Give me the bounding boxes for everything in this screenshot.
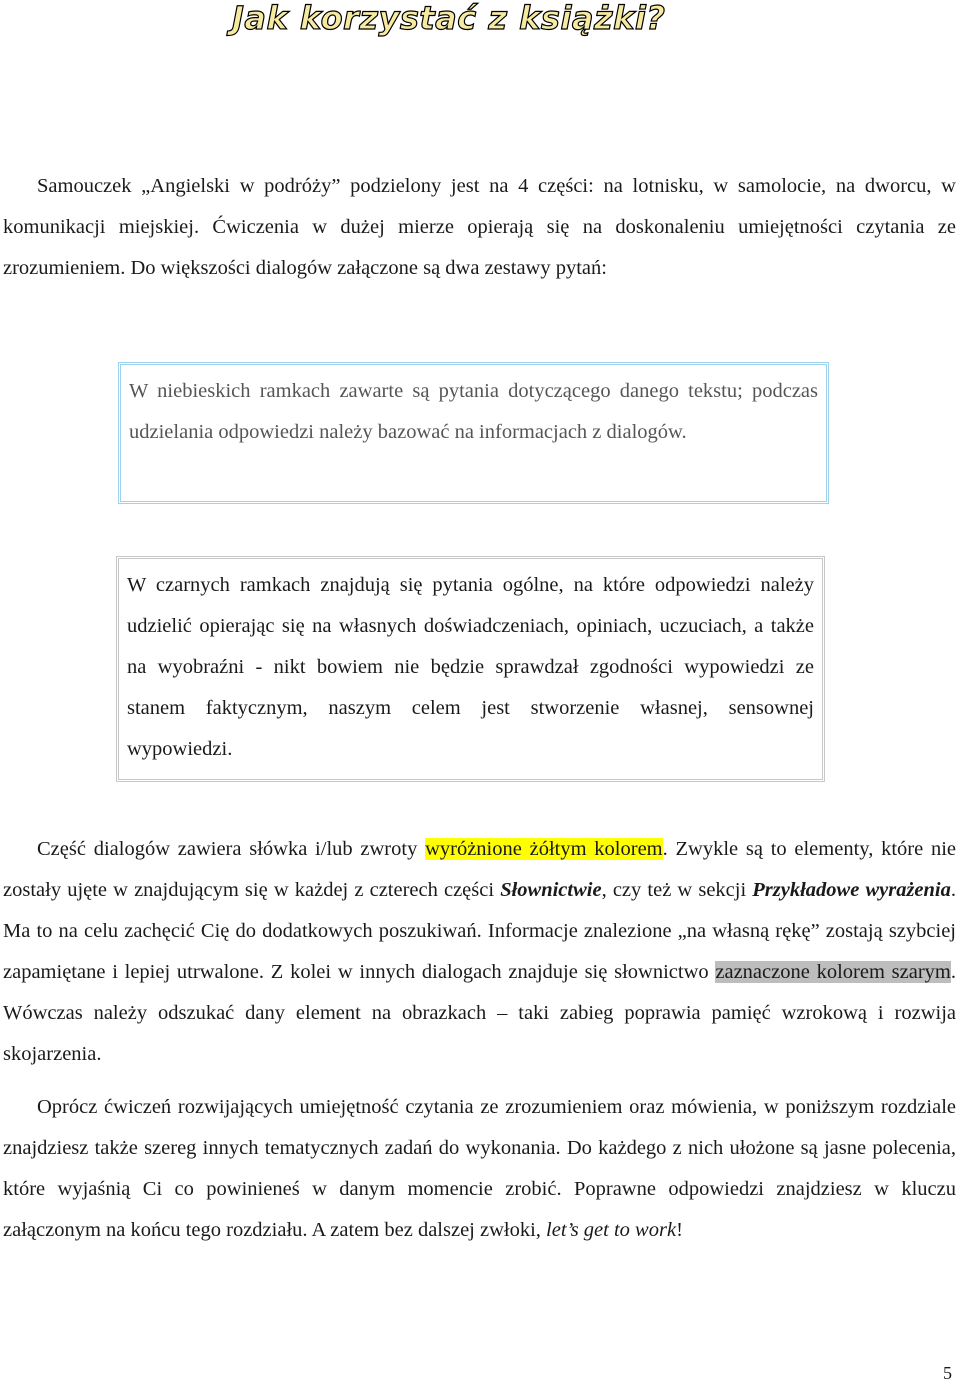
closing-paragraph: [3, 1087, 956, 1251]
black-box-text: W czarnych ramkach znajdują się pytania ogólne, na które odpowiedzi należy udzielić opierając się na własnych doświadczeniach, opiniach, uczuciach, a także na wyobraźni - nikt bowiem nie będzie sprawdzał zgodności wypowiedzi ze stanem faktycznym, naszym celem jest stworzenie własnej, sensownej wypowiedzi.: [127, 574, 814, 760]
para2-text-3: , czy też w sekcji: [601, 879, 753, 901]
para3-text-1: Oprócz ćwiczeń rozwijających umiejętność czytania ze zrozumieniem oraz mówienia, w poniższym rozdziale znajdziesz także szereg innych tematycznych zadań do wykonania. Do każdego z nich ułożone są jasne polecenia, które wyjaśnią Ci co powinieneś w danym momencie zrobić. Poprawne odpowiedzi znajdziesz w kluczu załączonym na końcu tego rozdziału. A zatem bez dalszej zwłoki,: [3, 1096, 956, 1241]
black-frame-box: [116, 556, 825, 782]
para2-text-4: . Ma to na celu zachęcić Cię do dodatkowych poszukiwań. Informacje znalezione „na własną rękę” zostają szybciej zapamiętane i lepiej utrwalone. Z kolei w innych dialogach znajduje się słownictwo: [3, 879, 956, 983]
blue-box-text: W niebieskich ramkach zawarte są pytania dotyczącego danego tekstu; podczas udzielania odpowiedzi należy bazować na informacjach z dialogów.: [129, 380, 818, 443]
lets-get-to-work: let’s get to work: [546, 1219, 677, 1241]
page-number: 5: [943, 1363, 952, 1383]
para2-text-2: . Zwykle są to elementy, które nie zostały ujęte w znajdującym się w każdej z czterech części: [3, 838, 956, 901]
para2-text-5: . Wówczas należy odszukać dany element na obrazkach – taki zabieg poprawia pamięć wzrokową i rozwija skojarzenia.: [3, 961, 956, 1065]
intro-paragraph: Samouczek „Angielski w podróży” podzielony jest na 4 części: na lotnisku, w samolocie, na dworcu, w komunikacji miejskiej. Ćwiczenia w dużej mierze opierają się na doskonaleniu umiejętności czytania ze zrozumieniem. Do większości dialogów załączone są dwa zestawy pytań:: [3, 175, 956, 279]
para2-text-1: Część dialogów zawiera słówka i/lub zwroty: [37, 838, 426, 860]
para3-text-2: !: [676, 1219, 683, 1241]
blue-frame-box: [118, 362, 829, 504]
page-title: Jak korzystać z książki?: [232, 0, 666, 37]
slownictwo-term: Słownictwie: [500, 879, 602, 901]
przyklady-term: Przykładowe wyrażenia: [752, 879, 951, 901]
yellow-highlight: wyróżnione żółtym kolorem: [425, 838, 663, 860]
gray-highlight: zaznaczone kolorem szarym: [715, 961, 951, 983]
highlight-paragraph: [3, 829, 956, 1075]
